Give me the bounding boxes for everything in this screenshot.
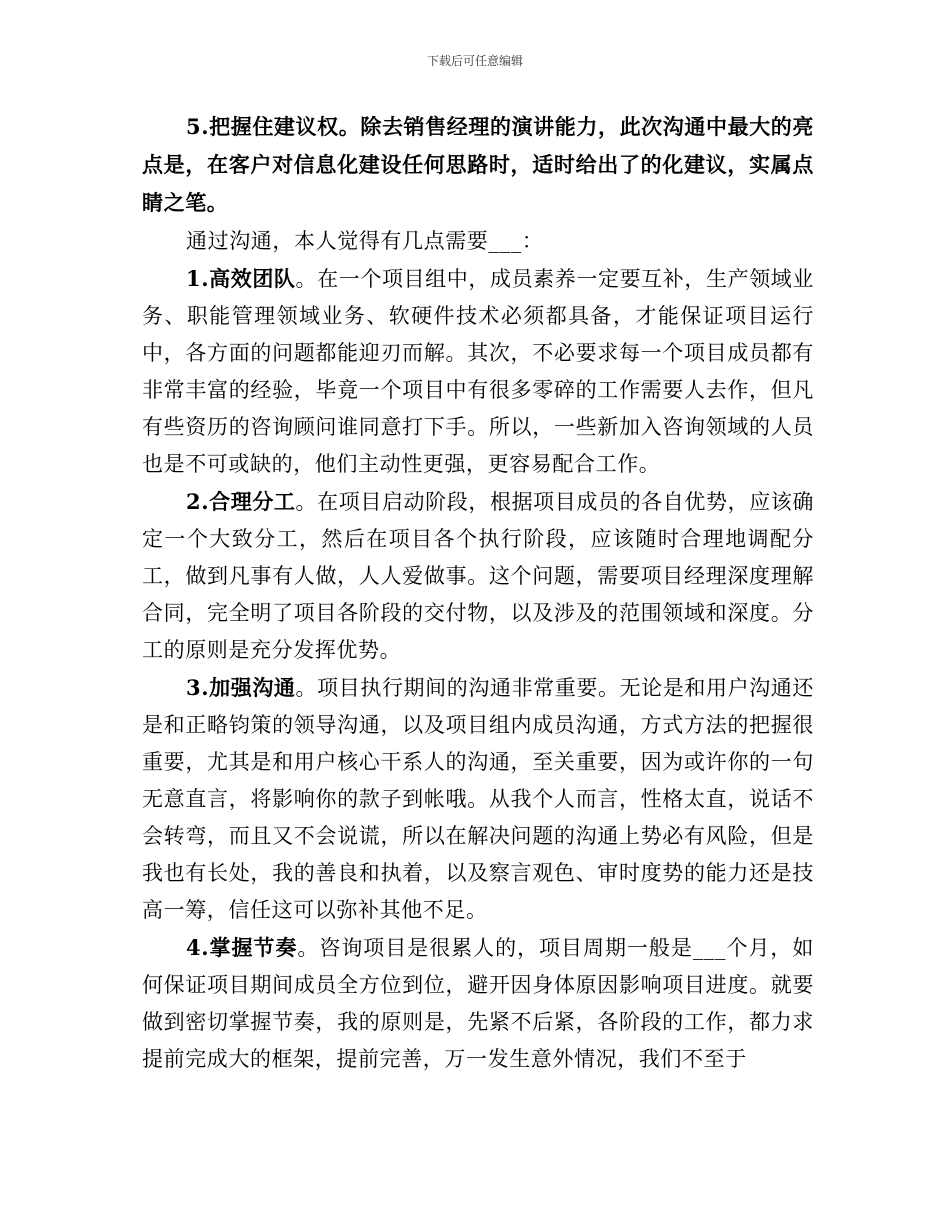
paragraph-intro <box>142 223 814 260</box>
paragraph-lead: 4.掌握节奏 <box>186 935 298 960</box>
paragraph-text: 。项目执行期间的沟通非常重要。无论是和用户沟通还是和正略钧策的领导沟通，以及项目组内成员沟通，方式方法的把握很重要，尤其是和用户核心干系人的沟通，至关重要，因为或许你的一句无意直言，将影响你的款子到帐哦。从我个人而言，性格太直，说话不会转弯，而且又不会说谎，所以在解决问题的沟通上势必有风险，但是我也有长处，我的善良和执着，以及察言观色、审时度势的能力还是技高一筹，信任这可以弥补其他不足。 <box>142 676 814 922</box>
paragraph-lead: 1.高效团队 <box>186 266 296 291</box>
paragraph-text: 。咨询项目是很累人的，项目周期一般是___个月，如何保证项目期间成员全方位到位，避开因身体原因影响项目进度。就要做到密切掌握节奏，我的原则是，先紧不后紧，各阶段的工作，都力求提前完成大的框架，提前完善，万一发生意外情况，我们不至于 <box>142 936 814 1071</box>
paragraph-division-of-labor <box>142 483 814 669</box>
paragraph-text: 。在项目启动阶段，根据项目成员的各自优势，应该确定一个大致分工，然后在项目各个执行阶段，应该随时合理地调配分工，做到凡事有人做，人人爱做事。这个问题，需要项目经理深度理解合同，完全明了项目各阶段的交付物，以及涉及的范围领域和深度。分工的原则是充分发挥优势。 <box>142 490 814 662</box>
paragraph-lead: 2.合理分工 <box>186 489 296 514</box>
paragraph-text: 5.把握住建议权。除去销售经理的演讲能力，此次沟通中最大的亮点是，在客户对信息化建设任何思路时，适时给出了的化建议，实属点睛之笔。 <box>142 114 814 215</box>
paragraph-efficient-team <box>142 260 814 483</box>
document-body <box>142 108 814 1078</box>
paragraph-text: 。在一个项目组中，成员素养一定要互补，生产领域业务、职能管理领域业务、软硬件技术必须都具备，才能保证项目运行中，各方面的问题都能迎刃而解。其次，不必要求每一个项目成员都有非常丰富的经验，毕竟一个项目中有很多零碎的工作需要人去作，但凡有些资历的咨询顾问谁同意打下手。所以，一些新加入咨询领域的人员也是不可或缺的，他们主动性更强，更容易配合工作。 <box>142 267 814 476</box>
paragraph-communication <box>142 669 814 929</box>
paragraph-suggestion-right <box>142 108 814 222</box>
page-header: 下载后可任意编辑 <box>426 54 523 68</box>
paragraph-text: 通过沟通，本人觉得有几点需要___： <box>186 229 544 253</box>
paragraph-rhythm <box>142 929 814 1078</box>
paragraph-lead: 3.加强沟通 <box>186 675 296 700</box>
